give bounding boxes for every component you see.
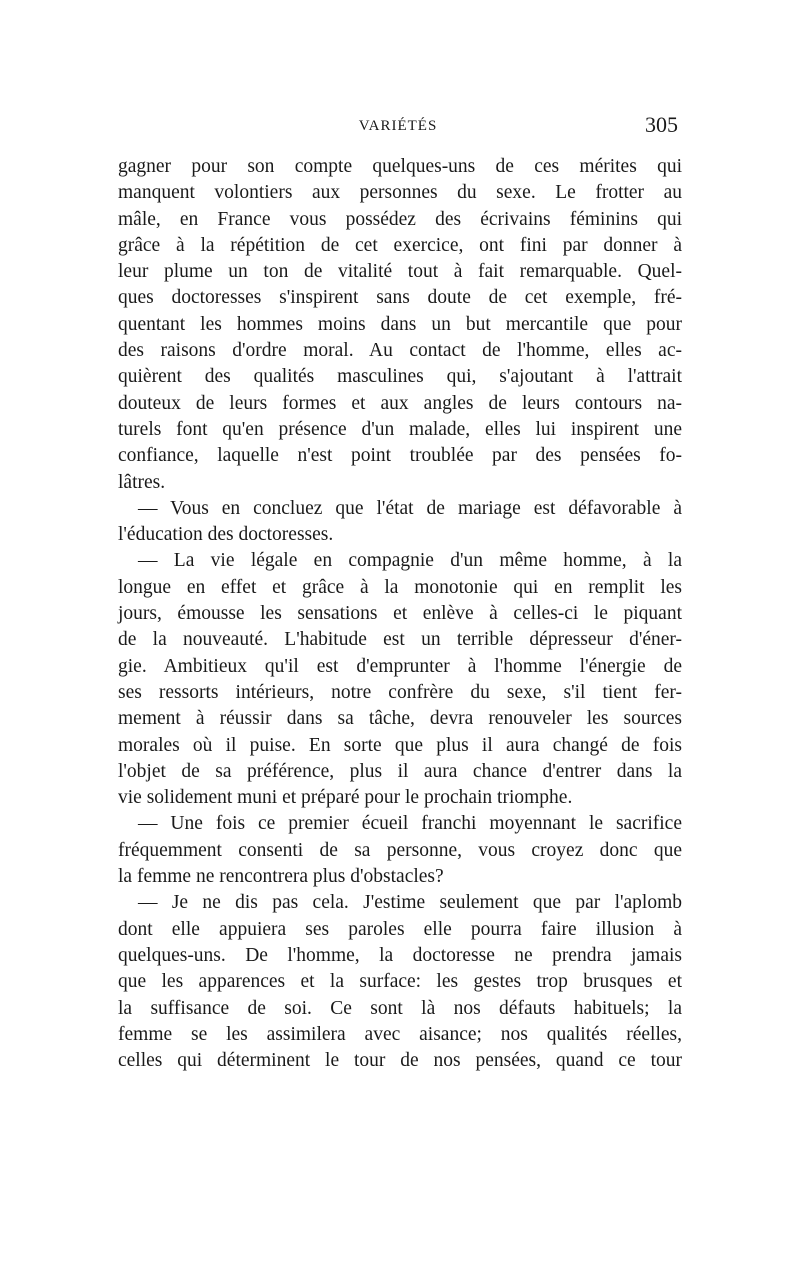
text-line: morales où il puise. En sorte que plus il aura changé de fois <box>118 734 682 756</box>
text-line: gagner pour son compte quelques-uns de ces mérites qui <box>118 156 682 177</box>
text-line: quentant les hommes moins dans un but mercantile que pour <box>118 313 682 335</box>
text-line: mement à réussir dans sa tâche, devra renouveler les sources <box>118 708 682 730</box>
text-line: — Une fois ce premier écueil franchi moyennant le sacrifice <box>138 813 682 835</box>
text-line: des raisons d'ordre moral. Au contact de l'homme, elles ac- <box>118 340 682 362</box>
text-line: leur plume un ton de vitalité tout à fait remarquable. Quel- <box>118 261 682 283</box>
text-line: la femme ne rencontrera plus d'obstacles? <box>118 866 444 888</box>
text-line: mâle, en France vous possédez des écrivains féminins qui <box>118 208 682 230</box>
text-line: ques doctoresses s'inspirent sans doute de cet exemple, fré- <box>118 287 682 309</box>
text-line: grâce à la répétition de cet exercice, ont fini par donner à <box>118 234 682 256</box>
text-line: — La vie légale en compagnie d'un même homme, à la <box>138 550 682 572</box>
text-line: turels font qu'en présence d'un malade, elles lui inspirent une <box>118 418 682 440</box>
running-title: VARIÉTÉS <box>358 118 438 134</box>
text-line: confiance, laquelle n'est point troublée par des pensées fo- <box>118 445 682 467</box>
text-line: gie. Ambitieux qu'il est d'emprunter à l'homme l'énergie de <box>118 655 682 677</box>
text-line: jours, émousse les sensations et enlève à celles-ci le piquant <box>118 603 682 625</box>
text-line: — Vous en concluez que l'état de mariage est défavorable à <box>138 497 682 519</box>
body-text <box>118 154 682 1074</box>
text-line: femme se les assimilera avec aisance; nos qualités réelles, <box>118 1023 682 1045</box>
text-line: manquent volontiers aux personnes du sexe. Le frotter au <box>118 182 682 204</box>
text-line: fréquemment consenti de sa personne, vous croyez donc que <box>118 839 682 861</box>
text-line: lâtres. <box>118 471 166 493</box>
page-header <box>118 112 678 144</box>
text-line: dont elle appuiera ses paroles elle pourra faire illusion à <box>118 918 682 940</box>
text-line: ses ressorts intérieurs, notre confrère du sexe, s'il tient fer- <box>118 681 682 703</box>
text-line: longue en effet et grâce à la monotonie qui en remplit les <box>118 576 682 598</box>
text-line: celles qui déterminent le tour de nos pensées, quand ce tour <box>118 1050 682 1072</box>
text-line: l'objet de sa préférence, plus il aura chance d'entrer dans la <box>118 760 682 782</box>
text-line: la suffisance de soi. Ce sont là nos défauts habituels; la <box>118 997 682 1019</box>
text-line: douteux de leurs formes et aux angles de leurs contours na- <box>118 392 682 414</box>
text-line: que les apparences et la surface: les gestes trop brusques et <box>118 971 682 993</box>
text-line: quièrent des qualités masculines qui, s'ajoutant à l'attrait <box>118 366 682 388</box>
text-line: l'éducation des doctoresses. <box>118 524 334 546</box>
text-line: — Je ne dis pas cela. J'estime seulement que par l'aplomb <box>138 892 682 914</box>
text-line: vie solidement muni et préparé pour le prochain triomphe. <box>118 787 573 809</box>
text-line: quelques-uns. De l'homme, la doctoresse ne prendra jamais <box>118 944 682 966</box>
page-number: 305 <box>645 112 678 137</box>
text-line: de la nouveauté. L'habitude est un terrible dépresseur d'éner- <box>118 629 682 651</box>
